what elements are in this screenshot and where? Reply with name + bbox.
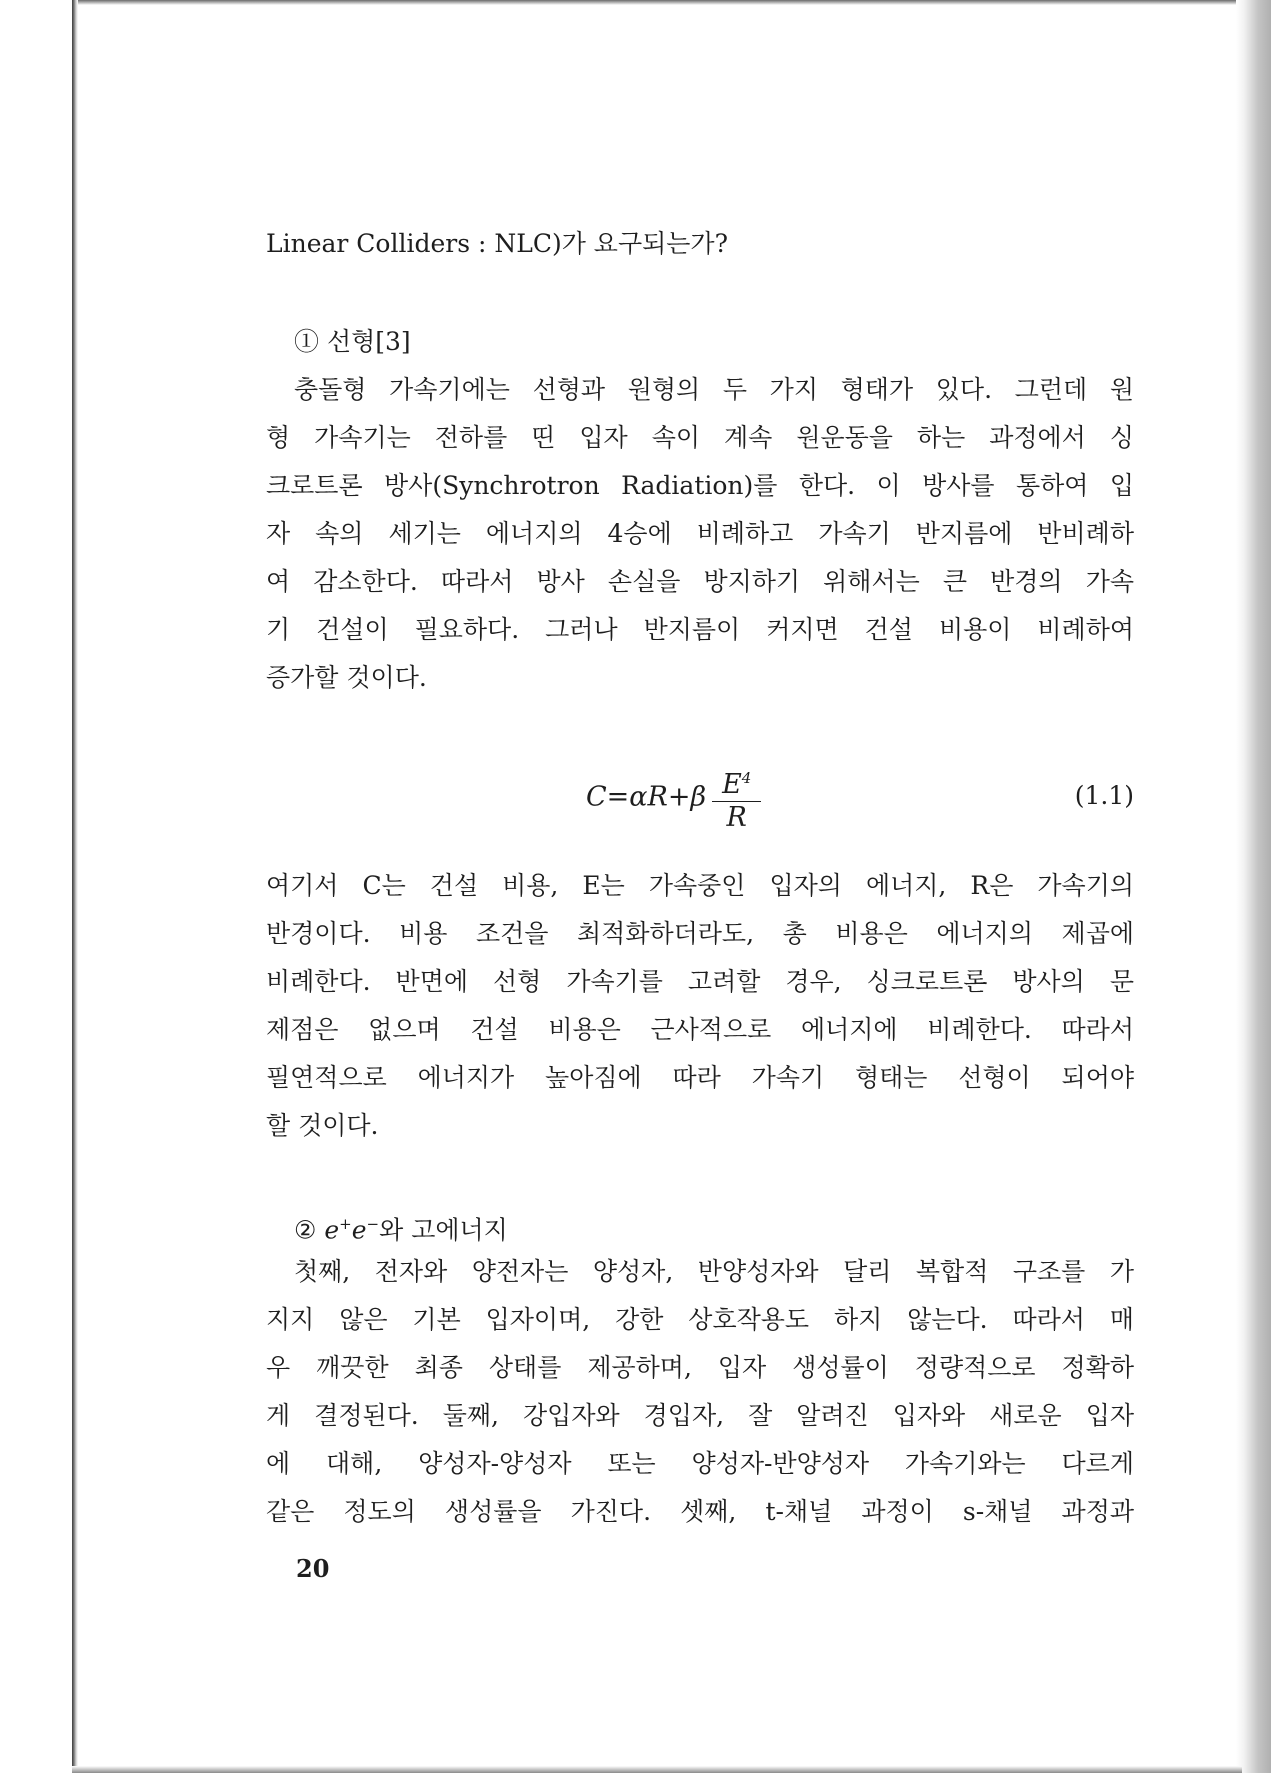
page-edge-bottom [72,1766,1242,1773]
page-body [266,220,1134,1536]
spacer [266,1150,1134,1200]
text-line: 형 가속기는 전하를 띤 입자 속이 계속 원운동을 하는 과정에서 싱 [266,423,1134,452]
equation-formula [586,762,761,834]
text-line: 에 대해, 양성자-양성자 또는 양성자-반양성자 가속기와는 다르게 [266,1449,1134,1478]
text-line: 자 속의 세기는 에너지의 4승에 비례하고 가속기 반지름에 반비례하 [266,519,1134,548]
section-1-heading: ① 선형[3] [294,327,411,356]
text-line: 제점은 없으며 건설 비용은 근사적으로 에너지에 비례한다. 따라서 [266,1015,1134,1044]
minus-superscript: − [366,1215,380,1233]
section-2-heading [266,1200,1162,1248]
text-line: 필연적으로 에너지가 높아짐에 따라 가속기 형태는 선형이 되어야 [266,1063,1134,1092]
text-line: 여기서 C는 건설 비용, E는 가속중인 입자의 에너지, R은 가속기의 [266,871,1134,900]
intro-line: Linear Colliders : NLC)가 요구되는가? [266,229,728,258]
page-edge-left [72,0,78,1773]
equation-denominator: R [726,802,747,833]
numerator-exponent: 4 [741,769,752,787]
heading-number: ② [294,1215,317,1245]
equation-1-1 [266,742,1134,834]
equation-numerator [712,762,761,802]
text-line: 크로트론 방사(Synchrotron Radiation)를 한다. 이 방사를 통하여 입 [266,471,1134,500]
text-line: 반경이다. 비용 조건을 최적화하더라도, 총 비용은 에너지의 제곱에 [266,919,1134,948]
page-edge-top [72,0,1242,5]
text-line: 같은 정도의 생성률을 가진다. 셋째, t-채널 과정이 s-채널 과정과 [266,1497,1134,1526]
text-line: 할 것이다. [266,1111,379,1140]
equation-fraction [712,762,761,834]
text-line: 증가할 것이다. [266,663,427,692]
heading-text: 와 고에너지 [379,1215,508,1245]
page-number: 20 [296,1554,330,1583]
page-edge-right [1236,0,1271,1773]
equation-number: (1.1) [1074,781,1134,810]
text-line: 비례한다. 반면에 선형 가속기를 고려할 경우, 싱크로트론 방사의 문 [266,967,1134,996]
text-line: 첫째, 전자와 양전자는 양성자, 반양성자와 달리 복합적 구조를 가 [294,1257,1134,1286]
text-line: 우 깨끗한 최종 상태를 제공하며, 입자 생성률이 정량적으로 정확하 [266,1353,1134,1382]
text-line: 충돌형 가속기에는 선형과 원형의 두 가지 형태가 있다. 그런데 원 [294,375,1134,404]
electron-symbol: e [351,1215,367,1245]
section-1-paragraph-2 [266,862,1134,1150]
plus-superscript: + [339,1215,352,1233]
spacer [266,268,1134,318]
text-line: 게 결정된다. 둘째, 강입자와 경입자, 잘 알려진 입자와 새로운 입자 [266,1401,1134,1430]
text-line: 기 건설이 필요하다. 그러나 반지름이 커지면 건설 비용이 비례하여 [266,615,1134,644]
section-1-paragraph-1 [266,366,1134,702]
numerator-base: E [722,769,742,800]
positron-symbol: e [324,1215,340,1245]
text-line: 여 감소한다. 따라서 방사 손실을 방지하기 위해서는 큰 반경의 가속 [266,567,1134,596]
text-line: 지지 않은 기본 입자이며, 강한 상호작용도 하지 않는다. 따라서 매 [266,1305,1134,1334]
equation-lhs: C=αR+β [586,781,707,813]
section-2-paragraph [266,1248,1134,1536]
